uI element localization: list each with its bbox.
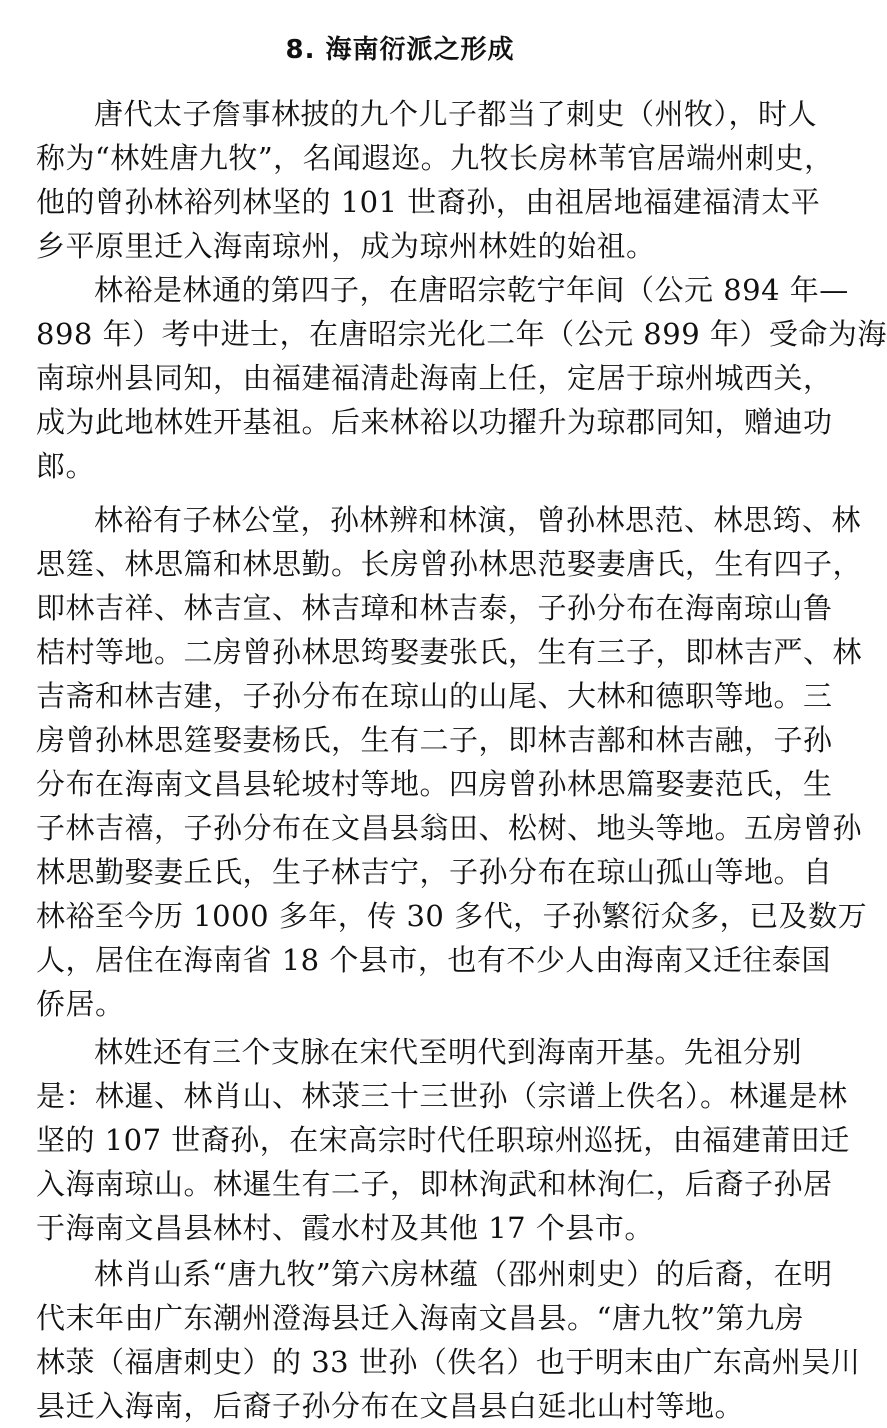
text-line: 房曾孙林思筳娶妻杨氏，生有二子，即林吉鄯和林吉融，子孙	[36, 723, 833, 757]
text-line: 林裕至今历 1000 多年，传 30 多代，子孙繁衍众多，已及数万	[36, 899, 868, 933]
text-line: 入海南琼山。林暹生有二子，即林洵武和林洵仁，后裔子孙居	[36, 1167, 833, 1201]
text-line: 于海南文昌县林村、霞水村及其他 17 个县市。	[36, 1211, 654, 1245]
text-line: 乡平原里迁入海南琼州，成为琼州林姓的始祖。	[36, 229, 656, 263]
text-line: 代末年由广东潮州澄海县迁入海南文昌县。“唐九牧”第九房	[36, 1301, 805, 1335]
section-title: 8. 海南衍派之形成	[285, 35, 515, 65]
text-line: 唐代太子詹事林披的九个儿子都当了刺史（州牧），时人	[94, 97, 818, 131]
text-line: 林莍（福唐刺史）的 33 世孙（佚名）也于明末由广东高州吴川	[36, 1345, 861, 1379]
text-line: 称为“林姓唐九牧”，名闻遐迩。九牧长房林苇官居端州刺史，	[36, 141, 834, 175]
text-line: 898 年）考中进士，在唐昭宗光化二年（公元 899 年）受命为海	[36, 317, 887, 351]
text-line: 坚的 107 世裔孙，在宋高宗时代任职琼州巡抚，由福建莆田迁	[36, 1123, 850, 1157]
text-line: 林裕有子林公堂，孙林辨和林演，曾孙林思范、林思筠、林	[94, 503, 862, 537]
text-line: 桔村等地。二房曾孙林思筠娶妻张氏，生有三子，即林吉严、林	[36, 635, 863, 669]
text-line: 思筳、林思篇和林思勤。长房曾孙林思范娶妻唐氏，生有四子，	[36, 547, 863, 581]
text-line: 县迁入海南，后裔子孙分布在文昌县白延北山村等地。	[36, 1389, 745, 1423]
text-line: 他的曾孙林裕列林坚的 101 世裔孙，由祖居地福建福清太平	[36, 185, 821, 219]
text-line: 南琼州县同知，由福建福清赴海南上任，定居于琼州城西关，	[36, 361, 833, 395]
text-line: 是：林暹、林肖山、林莍三十三世孙（宗谱上佚名）。林暹是林	[36, 1079, 848, 1113]
text-line: 人，居住在海南省 18 个县市，也有不少人由海南又迁往泰国	[36, 943, 831, 977]
text-line: 子林吉禧，子孙分布在文昌县翁田、松树、地头等地。五房曾孙	[36, 811, 863, 845]
text-line: 吉斋和林吉建，子孙分布在琼山的山尾、大林和德职等地。三	[36, 679, 833, 713]
text-line: 郎。	[36, 449, 96, 483]
text-line: 林裕是林通的第四子，在唐昭宗乾宁年间（公元 894 年—	[94, 273, 849, 307]
text-line: 成为此地林姓开基祖。后来林裕以功擢升为琼郡同知，赠迪功	[36, 405, 833, 439]
text-line: 侨居。	[36, 987, 125, 1021]
text-line: 分布在海南文昌县轮坡村等地。四房曾孙林思篇娶妻范氏，生	[36, 767, 833, 801]
text-line: 林思勤娶妻丘氏，生子林吉宁，子孙分布在琼山孤山等地。自	[36, 855, 833, 889]
text-line: 即林吉祥、林吉宣、林吉璋和林吉泰，子孙分布在海南琼山鲁	[36, 591, 833, 625]
text-line: 林姓还有三个支脉在宋代至明代到海南开基。先祖分别	[94, 1035, 803, 1069]
text-line: 林肖山系“唐九牧”第六房林蕴（邵州刺史）的后裔，在明	[94, 1257, 833, 1291]
